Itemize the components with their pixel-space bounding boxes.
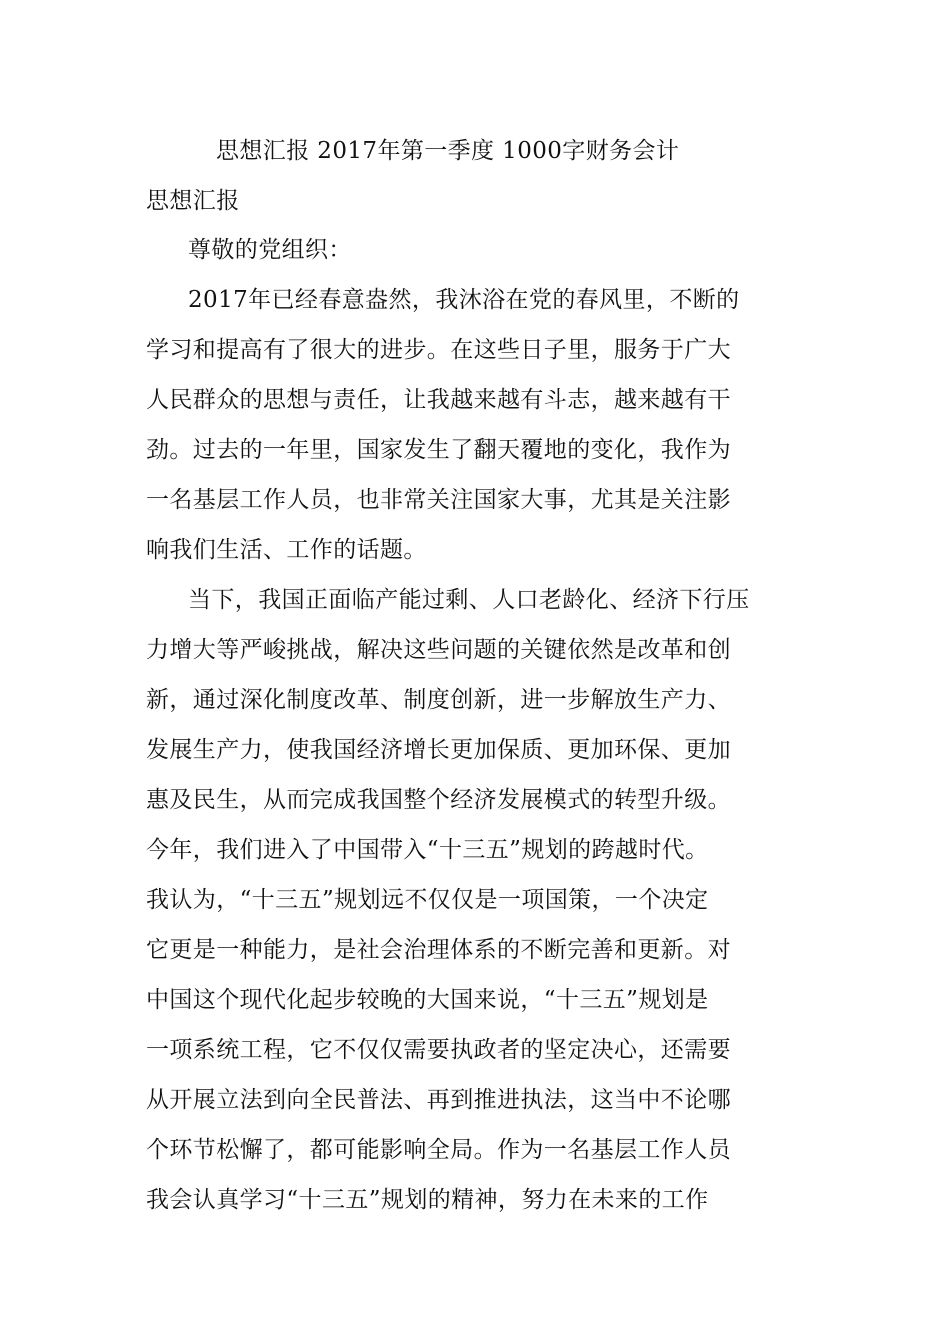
paragraph-line: 劲。过去的一年里，国家发生了翻天覆地的变化，我作为 — [146, 437, 731, 463]
paragraph-line: 响我们生活、工作的话题。 — [146, 537, 427, 563]
document-title: 思想汇报 2017年第一季度 1000字财务会计 — [216, 138, 680, 164]
paragraph-line: 今年，我们进入了中国带入“十三五”规划的跨越时代。 — [146, 837, 709, 863]
paragraph-line: 学习和提高有了很大的进步。在这些日子里，服务于广大 — [146, 337, 731, 363]
paragraph-line: 一项系统工程，它不仅仅需要执政者的坚定决心，还需要 — [146, 1037, 731, 1063]
document-title-continued: 思想汇报 — [146, 188, 240, 214]
paragraph-line: 新，通过深化制度改革、制度创新，进一步解放生产力、 — [146, 687, 731, 713]
paragraph-line: 从开展立法到向全民普法、再到推进执法，这当中不论哪 — [146, 1087, 731, 1113]
paragraph-line: 当下，我国正面临产能过剩、人口老龄化、经济下行压 — [188, 587, 750, 613]
paragraph-line: 中国这个现代化起步较晚的大国来说，“十三五”规划是 — [146, 987, 709, 1013]
paragraph-line: 我认为，“十三五”规划远不仅仅是一项国策，一个决定 — [146, 887, 709, 913]
salutation: 尊敬的党组织： — [188, 237, 352, 263]
paragraph-line: 惠及民生，从而完成我国整个经济发展模式的转型升级。 — [146, 787, 731, 813]
paragraph-line: 它更是一种能力，是社会治理体系的不断完善和更新。对 — [146, 937, 731, 963]
paragraph-line: 一名基层工作人员，也非常关注国家大事，尤其是关注影 — [146, 487, 731, 513]
paragraph-line: 人民群众的思想与责任，让我越来越有斗志，越来越有干 — [146, 387, 731, 413]
paragraph-line: 2017年已经春意盎然，我沐浴在党的春风里，不断的 — [188, 287, 740, 313]
paragraph-line: 力增大等严峻挑战，解决这些问题的关键依然是改革和创 — [146, 637, 731, 663]
paragraph-line: 个环节松懈了，都可能影响全局。作为一名基层工作人员 — [146, 1137, 731, 1163]
paragraph-line: 发展生产力，使我国经济增长更加保质、更加环保、更加 — [146, 737, 731, 763]
paragraph-line: 我会认真学习“十三五”规划的精神，努力在未来的工作 — [146, 1187, 709, 1213]
